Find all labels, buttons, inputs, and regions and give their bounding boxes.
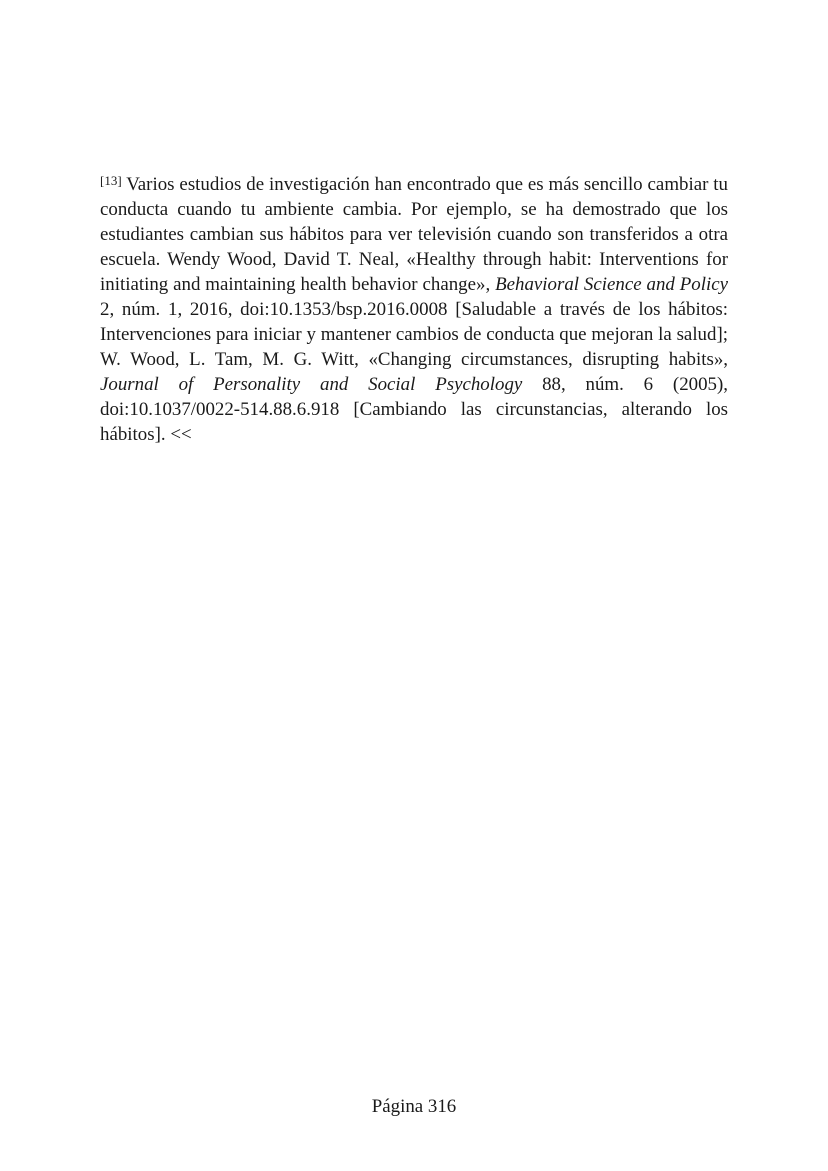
footnote-text-part-1: Varios estudios de investigación han encontrado que es más sencillo cambiar tu conducta cuando tu ambiente cambia. Por ejemplo, se ha demostrado que los estudiantes cambian sus hábitos para ver televisión cuando son transferidos a otra escuela. Wendy Wood, David T. Neal, «Healthy through habit: Interventions for initiating and maintaining health behavior change», — [100, 174, 728, 295]
journal-title-1: Behavioral Science and Policy — [495, 274, 728, 295]
journal-title-2: Journal of Personality and Social Psychology — [100, 374, 523, 395]
footnote-paragraph — [100, 172, 728, 447]
back-to-text-link[interactable]: << — [170, 424, 192, 445]
footnote-text-part-2: 2, núm. 1, 2016, doi:10.1353/bsp.2016.0008 [Saludable a través de los hábitos: Intervenciones para iniciar y mantener cambios de conducta que mejoran la salud]; W. Wood, L. Tam, M. G. Witt, «Changing circumstances, disrupting habits», — [100, 299, 728, 370]
footnote-text-part-3: 88, núm. 6 (2005), doi:10.1037/0022-514.88.6.918 [Cambiando las circunstancias, alterando los hábitos]. — [100, 374, 729, 445]
footnote-reference-link[interactable] — [100, 174, 122, 195]
page-number: Página 316 — [371, 1096, 457, 1117]
footnote-number: [13] — [100, 173, 122, 188]
